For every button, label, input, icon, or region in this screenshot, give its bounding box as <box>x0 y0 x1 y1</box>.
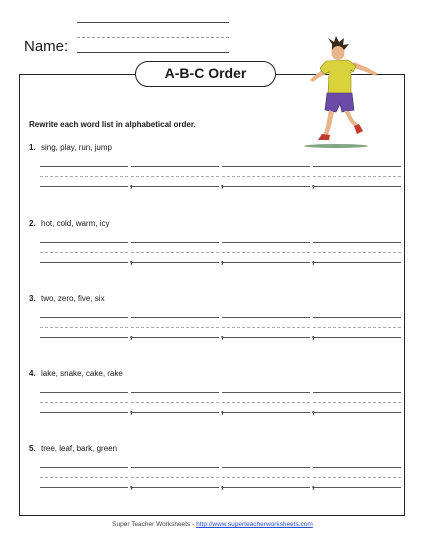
comma-separator: , <box>311 402 315 416</box>
answer-blank[interactable] <box>40 392 133 426</box>
dashed-midline <box>131 327 219 328</box>
dashed-midline <box>40 327 128 328</box>
writing-line <box>313 166 401 167</box>
writing-line <box>313 262 401 263</box>
answer-blank[interactable] <box>222 467 315 501</box>
writing-line <box>40 242 128 243</box>
item-number: 2. <box>29 219 36 228</box>
name-line-top <box>77 22 229 23</box>
dashed-midline <box>222 327 310 328</box>
writing-line <box>222 412 310 413</box>
writing-line <box>313 242 401 243</box>
dashed-midline <box>131 402 219 403</box>
writing-line <box>131 392 219 393</box>
dashed-midline <box>131 477 219 478</box>
item-number: 5. <box>29 444 36 453</box>
comma-separator: , <box>311 252 315 266</box>
comma-separator: , <box>129 327 133 341</box>
dashed-midline <box>313 477 401 478</box>
dashed-midline <box>313 176 401 177</box>
writing-line <box>40 317 128 318</box>
answer-blank[interactable] <box>313 467 401 501</box>
item-number: 4. <box>29 369 36 378</box>
dashed-midline <box>222 176 310 177</box>
comma-separator: , <box>311 176 315 190</box>
answer-blank[interactable] <box>313 317 401 351</box>
comma-separator: , <box>220 327 224 341</box>
footer <box>0 521 425 528</box>
comma-separator: , <box>311 327 315 341</box>
item-words: sing, play, run, jump <box>41 143 112 152</box>
writing-line <box>131 337 219 338</box>
writing-line <box>313 392 401 393</box>
name-line-midline <box>77 37 229 38</box>
dashed-midline <box>40 252 128 253</box>
item-words: tree, leaf, bark, green <box>41 444 118 453</box>
answer-blank[interactable] <box>131 242 224 276</box>
answer-blank[interactable] <box>313 242 401 276</box>
writing-line <box>131 467 219 468</box>
answer-blank[interactable] <box>40 242 133 276</box>
answer-blank[interactable] <box>40 166 133 200</box>
writing-line <box>40 467 128 468</box>
writing-line <box>131 412 219 413</box>
instructions-text: Rewrite each word list in alphabetical order. <box>29 120 196 129</box>
writing-line <box>40 262 128 263</box>
writing-line <box>131 262 219 263</box>
comma-separator: , <box>220 477 224 491</box>
item-words: hot, cold, warm, icy <box>41 219 110 228</box>
writing-line <box>40 392 128 393</box>
writing-line <box>131 317 219 318</box>
answer-blank[interactable] <box>131 166 224 200</box>
answer-blank[interactable] <box>131 467 224 501</box>
writing-line <box>131 166 219 167</box>
writing-line <box>313 186 401 187</box>
comma-separator: , <box>311 477 315 491</box>
dashed-midline <box>222 477 310 478</box>
dashed-midline <box>313 327 401 328</box>
dashed-midline <box>222 402 310 403</box>
answer-blank[interactable] <box>40 317 133 351</box>
writing-line <box>222 467 310 468</box>
item-words: two, zero, five, six <box>41 294 105 303</box>
worksheet-title: A-B-C Order <box>135 61 276 87</box>
writing-line <box>40 186 128 187</box>
writing-line <box>313 487 401 488</box>
comma-separator: , <box>129 402 133 416</box>
answer-blank[interactable] <box>222 392 315 426</box>
writing-line <box>222 487 310 488</box>
answer-blank[interactable] <box>131 392 224 426</box>
writing-line <box>222 242 310 243</box>
writing-line <box>131 186 219 187</box>
footer-separator: - <box>192 521 195 528</box>
comma-separator: , <box>129 176 133 190</box>
answer-blank[interactable] <box>313 392 401 426</box>
answer-blank[interactable] <box>131 317 224 351</box>
comma-separator: , <box>220 252 224 266</box>
writing-line <box>313 337 401 338</box>
writing-line <box>131 242 219 243</box>
writing-line <box>222 166 310 167</box>
writing-line <box>313 467 401 468</box>
item-number: 1. <box>29 143 36 152</box>
dashed-midline <box>40 402 128 403</box>
dashed-midline <box>131 252 219 253</box>
writing-line <box>131 487 219 488</box>
writing-line <box>40 487 128 488</box>
comma-separator: , <box>220 402 224 416</box>
dashed-midline <box>40 477 128 478</box>
dashed-midline <box>40 176 128 177</box>
writing-line <box>40 412 128 413</box>
writing-line <box>222 186 310 187</box>
comma-separator: , <box>129 477 133 491</box>
name-writing-line[interactable] <box>77 52 229 53</box>
dashed-midline <box>222 252 310 253</box>
writing-line <box>313 412 401 413</box>
dashed-midline <box>131 176 219 177</box>
answer-blank[interactable] <box>222 166 315 200</box>
jumping-boy-illustration <box>296 36 386 152</box>
writing-line <box>313 317 401 318</box>
dashed-midline <box>313 402 401 403</box>
answer-blank[interactable] <box>222 317 315 351</box>
footer-link[interactable]: http://www.superteacherworksheets.com <box>196 521 313 528</box>
writing-line <box>40 166 128 167</box>
writing-line <box>222 262 310 263</box>
writing-line <box>222 317 310 318</box>
answer-blank[interactable] <box>313 166 401 200</box>
writing-line <box>40 337 128 338</box>
comma-separator: , <box>129 252 133 266</box>
item-number: 3. <box>29 294 36 303</box>
writing-line <box>222 392 310 393</box>
answer-blank[interactable] <box>40 467 133 501</box>
item-words: lake, snake, cake, rake <box>41 369 123 378</box>
answer-blank[interactable] <box>222 242 315 276</box>
dashed-midline <box>313 252 401 253</box>
writing-line <box>222 337 310 338</box>
footer-site: Super Teacher Worksheets <box>112 521 191 528</box>
comma-separator: , <box>220 176 224 190</box>
name-label: Name: <box>24 38 69 55</box>
